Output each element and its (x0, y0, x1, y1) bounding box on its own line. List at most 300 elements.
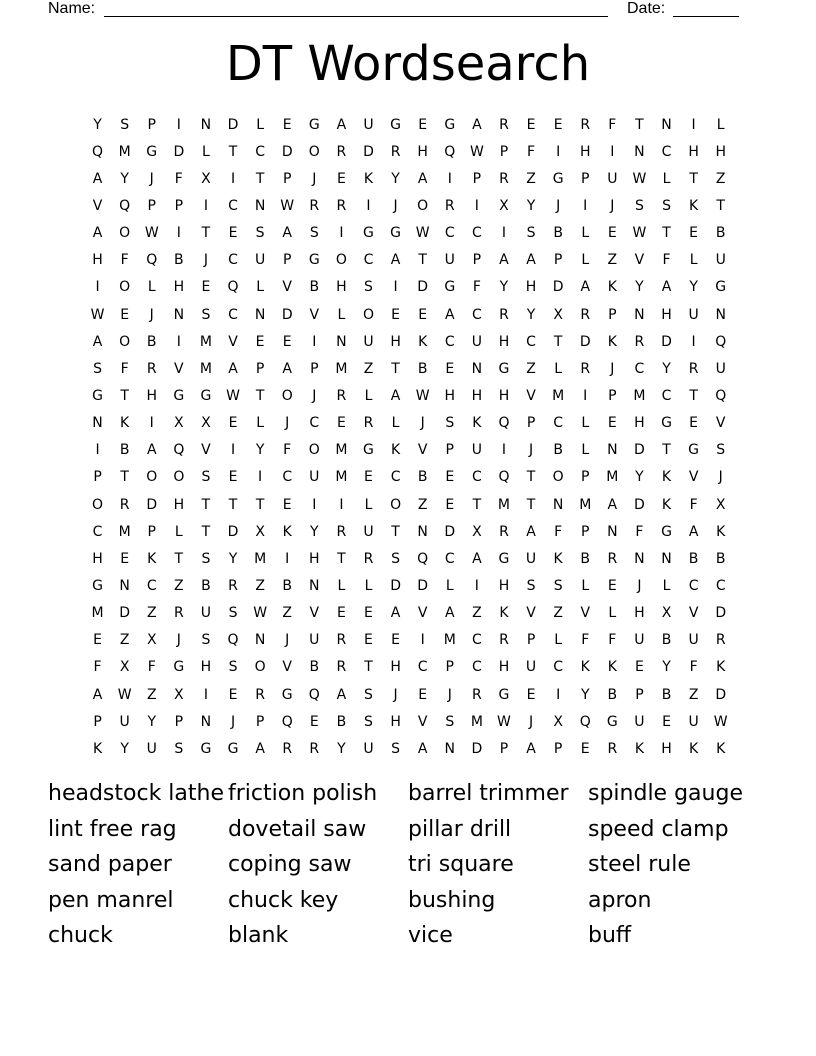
grid-row (84, 138, 734, 165)
grid-letter: T (364, 659, 373, 676)
grid-letter: I (610, 143, 615, 160)
grid-letter: G (363, 442, 374, 459)
grid-letter: E (336, 605, 346, 622)
grid-letter: T (689, 387, 698, 404)
grid-letter: P (174, 713, 184, 730)
grid-letter: O (254, 659, 266, 676)
grid-letter: E (445, 496, 455, 513)
grid-letter: V (228, 333, 238, 350)
word-bank-item: spindle gauge (588, 781, 743, 806)
grid-letter: O (308, 143, 320, 160)
grid-letter: F (174, 170, 183, 187)
grid-letter: C (255, 143, 265, 160)
grid-letter: Y (120, 170, 129, 187)
grid-letter: W (253, 605, 268, 622)
grid-letter: V (580, 605, 591, 622)
grid-letter: D (471, 740, 483, 757)
grid-letter: V (309, 306, 320, 323)
grid-letter: J (393, 686, 398, 703)
grid-letter: F (147, 659, 156, 676)
grid-letter: Y (662, 360, 671, 377)
grid-letter: C (228, 252, 238, 269)
grid-letter: H (525, 279, 537, 296)
grid-letter: J (393, 197, 398, 214)
grid-letter: Z (526, 360, 536, 377)
grid-letter: A (390, 252, 401, 269)
grid-letter: A (580, 279, 591, 296)
grid-row (84, 165, 734, 192)
grid-letter: O (552, 469, 564, 486)
grid-letter: I (312, 333, 317, 350)
grid-letter: T (716, 197, 725, 214)
grid-letter: Z (472, 605, 482, 622)
grid-letter: Q (498, 415, 510, 432)
grid-letter: D (281, 143, 293, 160)
grid-letter: Q (417, 550, 429, 567)
grid-row (84, 654, 734, 681)
grid-letter: I (583, 387, 588, 404)
grid-letter: S (228, 659, 238, 676)
grid-letter: K (661, 496, 672, 513)
grid-letter: M (579, 496, 592, 513)
grid-letter: U (688, 632, 699, 649)
grid-row (84, 355, 734, 382)
grid-letter: C (390, 469, 401, 486)
grid-letter: A (92, 170, 103, 187)
grid-letter: K (716, 523, 726, 540)
grid-letter: P (608, 306, 617, 323)
grid-letter: Z (688, 686, 699, 703)
grid-letter: L (581, 252, 590, 269)
grid-letter: A (472, 116, 482, 133)
grid-letter: R (363, 415, 374, 432)
grid-letter: X (119, 659, 130, 676)
grid-letter: V (417, 713, 428, 730)
grid-letter: Q (173, 442, 185, 459)
grid-letter: A (228, 360, 238, 377)
grid-letter: O (308, 442, 320, 459)
grid-letter: L (608, 605, 617, 622)
grid-letter: T (418, 252, 427, 269)
grid-letter: P (553, 252, 563, 269)
grid-letter: A (499, 252, 509, 269)
grid-letter: S (201, 632, 211, 649)
grid-letter: F (472, 279, 481, 296)
grid-row (84, 708, 734, 735)
grid-letter: F (608, 116, 617, 133)
word-bank-item: buff (588, 923, 632, 948)
grid-letter: O (119, 279, 131, 296)
grid-row (84, 600, 734, 627)
grid-letter: E (391, 632, 400, 649)
grid-letter: T (228, 143, 238, 160)
grid-letter: F (689, 659, 698, 676)
grid-letter: S (526, 225, 536, 242)
grid-letter: O (92, 496, 104, 513)
grid-row (84, 464, 734, 491)
grid-letter: W (713, 713, 728, 730)
grid-letter: P (174, 197, 184, 214)
grid-letter: H (200, 659, 212, 676)
grid-row (84, 111, 734, 138)
grid-letter: S (445, 415, 455, 432)
grid-letter: G (498, 360, 510, 377)
grid-letter: G (173, 659, 185, 676)
grid-letter: T (472, 496, 482, 513)
grid-letter: G (227, 740, 239, 757)
grid-letter: N (119, 577, 130, 594)
grid-letter: G (444, 116, 456, 133)
grid-letter: U (715, 252, 726, 269)
grid-letter: E (607, 577, 617, 594)
grid-letter: I (366, 197, 371, 214)
grid-letter: N (552, 496, 564, 513)
grid-letter: N (634, 143, 645, 160)
grid-letter: T (662, 225, 671, 242)
grid-letter: M (633, 387, 646, 404)
grid-letter: N (634, 306, 645, 323)
grid-letter: E (255, 333, 265, 350)
grid-letter: Y (526, 197, 536, 214)
grid-letter: R (444, 197, 455, 214)
grid-letter: J (420, 415, 425, 432)
grid-letter: A (417, 170, 428, 187)
grid-letter: F (689, 496, 698, 513)
grid-letter: N (173, 306, 185, 323)
grid-letter: S (445, 713, 455, 730)
grid-letter: R (336, 197, 347, 214)
grid-letter: P (581, 523, 590, 540)
grid-letter: X (255, 523, 265, 540)
grid-letter: N (336, 333, 347, 350)
grid-letter: I (149, 415, 154, 432)
grid-letter: Q (579, 713, 591, 730)
grid-letter: N (661, 550, 672, 567)
grid-letter: K (607, 659, 617, 676)
grid-letter: Q (715, 333, 727, 350)
grid-letter: C (228, 306, 238, 323)
grid-letter: H (498, 659, 510, 676)
grid-letter: I (393, 279, 398, 296)
grid-letter: K (661, 469, 672, 486)
grid-letter: D (634, 496, 645, 513)
grid-letter: F (93, 659, 102, 676)
grid-letter: D (417, 279, 429, 296)
grid-letter: U (309, 469, 320, 486)
grid-letter: U (363, 740, 374, 757)
grid-letter: Z (119, 632, 130, 649)
grid-letter: I (258, 469, 263, 486)
grid-letter: Y (635, 279, 644, 296)
grid-letter: J (718, 469, 723, 486)
grid-letter: K (120, 415, 130, 432)
grid-letter: B (119, 442, 130, 459)
grid-letter: C (553, 415, 564, 432)
grid-letter: S (364, 713, 373, 730)
grid-letter: K (634, 740, 645, 757)
grid-letter: M (118, 523, 131, 540)
grid-letter: C (471, 225, 482, 242)
grid-letter: E (662, 713, 671, 730)
grid-letter: G (444, 279, 456, 296)
grid-letter: I (339, 496, 344, 513)
grid-letter: A (336, 686, 347, 703)
grid-letter: S (553, 577, 563, 594)
word-bank-item: sand paper (48, 852, 172, 877)
grid-letter: K (390, 442, 401, 459)
grid-letter: J (285, 415, 290, 432)
grid-letter: M (199, 360, 212, 377)
word-bank-item: headstock lathe (48, 781, 224, 806)
grid-letter: G (92, 577, 103, 594)
grid-letter: Z (417, 496, 428, 513)
grid-letter: K (418, 333, 428, 350)
grid-letter: L (202, 143, 210, 160)
grid-letter: I (474, 197, 479, 214)
grid-letter: I (312, 496, 317, 513)
grid-letter: A (526, 252, 536, 269)
grid-letter: U (634, 632, 645, 649)
grid-letter: L (689, 252, 698, 269)
grid-letter: R (607, 740, 618, 757)
grid-letter: H (92, 252, 103, 269)
grid-letter: E (282, 496, 292, 513)
grid-letter: K (499, 605, 509, 622)
grid-letter: F (120, 252, 129, 269)
grid-letter: H (390, 713, 401, 730)
grid-letter: J (610, 197, 615, 214)
grid-letter: I (95, 442, 100, 459)
grid-letter: Y (391, 170, 400, 187)
grid-letter: W (632, 170, 647, 187)
letter-grid (84, 111, 734, 762)
grid-letter: L (581, 577, 590, 594)
grid-letter: E (526, 686, 536, 703)
grid-letter: U (607, 170, 618, 187)
grid-letter: R (336, 523, 347, 540)
grid-letter: R (607, 550, 618, 567)
grid-letter: Y (635, 469, 644, 486)
grid-letter: I (203, 686, 208, 703)
grid-letter: V (526, 605, 536, 622)
grid-letter: N (661, 116, 672, 133)
grid-letter: V (526, 387, 536, 404)
grid-letter: J (149, 306, 154, 323)
grid-letter: I (230, 442, 236, 459)
grid-letter: M (91, 605, 104, 622)
grid-letter: A (607, 496, 618, 513)
grid-row (84, 518, 734, 545)
grid-letter: P (499, 143, 509, 160)
grid-letter: T (201, 523, 211, 540)
grid-letter: C (228, 197, 238, 214)
grid-letter: O (281, 387, 293, 404)
grid-letter: I (556, 143, 561, 160)
grid-letter: P (282, 170, 292, 187)
grid-letter: Y (526, 306, 536, 323)
grid-letter: P (255, 360, 265, 377)
grid-letter: U (146, 740, 157, 757)
name-blank-line (104, 16, 608, 17)
grid-letter: M (606, 469, 619, 486)
grid-letter: L (581, 442, 590, 459)
grid-letter: U (119, 713, 130, 730)
date-label: Date: (627, 0, 666, 17)
grid-row (84, 491, 734, 518)
grid-letter: F (527, 143, 536, 160)
grid-letter: V (417, 605, 428, 622)
grid-letter: X (174, 415, 184, 432)
word-bank-item: pillar drill (408, 816, 512, 842)
grid-letter: Q (227, 632, 239, 649)
grid-letter: P (526, 415, 536, 432)
grid-letter: K (689, 740, 699, 757)
grid-letter: U (525, 550, 537, 567)
grid-letter: B (688, 550, 699, 567)
grid-letter: C (471, 306, 482, 323)
grid-letter: S (201, 550, 211, 567)
grid-letter: U (471, 333, 482, 350)
grid-letter: T (391, 360, 400, 377)
grid-letter: P (93, 713, 102, 730)
grid-letter: X (553, 713, 563, 730)
grid-letter: Q (227, 279, 239, 296)
grid-letter: C (363, 252, 374, 269)
grid-letter: L (364, 387, 373, 404)
grid-letter: E (553, 116, 563, 133)
grid-letter: E (282, 116, 292, 133)
grid-letter: C (92, 523, 103, 540)
grid-letter: K (553, 550, 563, 567)
grid-letter: E (282, 333, 292, 350)
grid-letter: E (689, 415, 699, 432)
grid-letter: N (715, 306, 726, 323)
grid-letter: O (335, 252, 347, 269)
grid-letter: W (469, 143, 484, 160)
grid-letter: E (228, 686, 238, 703)
grid-letter: C (417, 659, 428, 676)
grid-letter: U (363, 523, 374, 540)
grid-letter: Z (363, 360, 374, 377)
date-blank-line (673, 16, 739, 17)
word-bank-item: speed clamp (588, 816, 729, 842)
grid-letter: T (635, 116, 644, 133)
grid-letter: R (228, 577, 238, 594)
grid-row (84, 301, 734, 328)
grid-letter: Y (255, 442, 265, 459)
grid-letter: C (715, 577, 726, 594)
grid-letter: O (173, 469, 185, 486)
grid-letter: N (92, 415, 103, 432)
grid-letter: B (417, 360, 428, 377)
grid-letter: B (715, 225, 726, 242)
grid-letter: B (553, 225, 563, 242)
grid-letter: C (553, 659, 564, 676)
word-bank-item: chuck key (228, 887, 339, 913)
grid-letter: I (95, 279, 100, 296)
grid-letter: A (526, 523, 536, 540)
word-bank-item: steel rule (588, 852, 691, 877)
grid-letter: H (661, 740, 672, 757)
grid-letter: D (390, 577, 401, 594)
grid-letter: W (280, 197, 295, 214)
grid-letter: U (444, 252, 455, 269)
grid-letter: P (581, 170, 590, 187)
grid-letter: D (444, 523, 456, 540)
grid-letter: B (282, 577, 292, 594)
grid-letter: E (418, 116, 428, 133)
grid-letter: K (607, 333, 617, 350)
grid-letter: G (308, 252, 320, 269)
grid-letter: F (581, 632, 590, 649)
grid-letter: B (607, 686, 618, 703)
grid-letter: E (309, 713, 319, 730)
grid-letter: A (255, 740, 265, 757)
grid-letter: Q (146, 252, 158, 269)
grid-letter: D (363, 143, 374, 160)
grid-letter: E (391, 306, 400, 323)
grid-letter: R (580, 116, 591, 133)
grid-letter: W (226, 387, 240, 404)
grid-letter: C (471, 632, 482, 649)
grid-letter: L (337, 306, 346, 323)
grid-letter: P (499, 740, 509, 757)
word-bank-item: pen manrel (48, 887, 174, 913)
name-label: Name: (48, 0, 96, 17)
grid-letter: U (200, 605, 212, 622)
grid-letter: C (471, 659, 482, 676)
grid-letter: P (553, 740, 563, 757)
grid-letter: R (363, 550, 374, 567)
grid-letter: E (228, 469, 238, 486)
grid-letter: D (146, 496, 158, 513)
grid-letter: R (499, 306, 509, 323)
grid-letter: A (472, 550, 482, 567)
grid-letter: J (230, 713, 236, 730)
grid-letter: M (497, 496, 510, 513)
grid-letter: M (199, 333, 212, 350)
grid-letter: E (120, 550, 130, 567)
grid-letter: E (364, 469, 373, 486)
grid-letter: E (607, 225, 617, 242)
grid-letter: T (391, 523, 400, 540)
grid-letter: E (336, 415, 346, 432)
grid-letter: V (634, 252, 645, 269)
grid-letter: E (634, 659, 644, 676)
page-title: DT Wordsearch (225, 36, 591, 92)
grid-letter: L (256, 415, 265, 432)
grid-letter: I (420, 632, 425, 649)
grid-letter: G (363, 225, 374, 242)
grid-letter: R (580, 360, 591, 377)
grid-letter: Y (580, 686, 590, 703)
grid-letter: L (581, 225, 590, 242)
grid-letter: F (283, 442, 292, 459)
grid-letter: U (688, 713, 699, 730)
grid-letter: E (201, 279, 211, 296)
grid-letter: J (528, 442, 534, 459)
grid-letter: R (336, 632, 347, 649)
grid-letter: L (662, 170, 671, 187)
grid-letter: L (662, 577, 671, 594)
grid-letter: G (390, 116, 401, 133)
grid-letter: S (93, 360, 102, 377)
grid-row (84, 681, 734, 708)
grid-letter: C (661, 143, 672, 160)
grid-letter: A (661, 279, 672, 296)
grid-letter: B (201, 577, 211, 594)
header-row (48, 0, 748, 22)
